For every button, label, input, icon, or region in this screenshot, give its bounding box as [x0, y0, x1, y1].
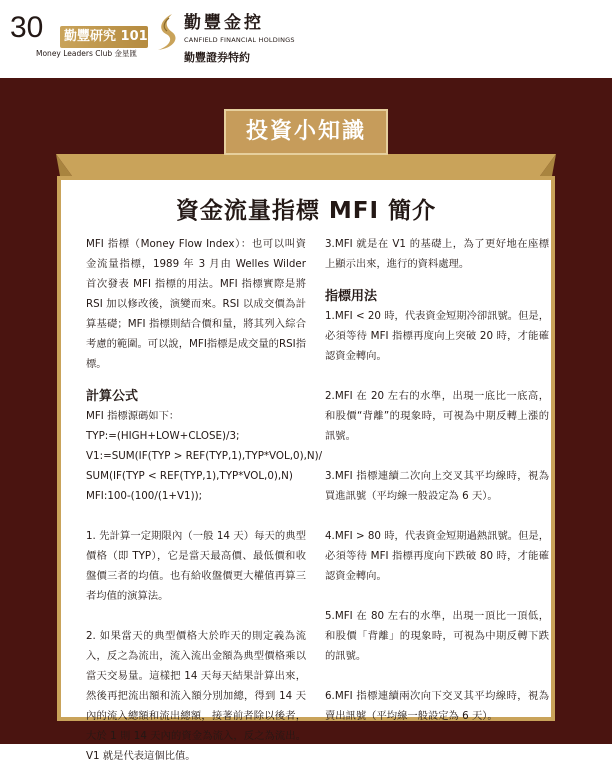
formula-line: TYP:=(HIGH+LOW+CLOSE)/3; — [86, 430, 240, 442]
gold-ribbon — [0, 0, 612, 190]
right-column — [325, 234, 549, 726]
sponsor-label: 勤豐證券特約 — [184, 51, 250, 64]
left-column — [86, 234, 323, 766]
intro-paragraph: MFI 指標（Money Flow Index）：也可以叫資金流量指標，1989 年 3 月由 Welles Wilder 首次發表 MFI 指標的用法。MFI 指標實際是將 RSI 加以修改後，演變而來。RSI 以成交價為計算基礎；MFI 指標則結合價和量，將其列入綜合考慮的範圍。可以說，MFI指標是成交量的RSI指標。 — [86, 238, 306, 370]
section-banner — [224, 109, 388, 155]
banner-title: 投資小知識 — [245, 119, 366, 144]
series-subtitle: Money Leaders Club 金星匯 — [36, 49, 137, 58]
formula-heading: 計算公式 — [86, 389, 139, 404]
page-number: 30 — [10, 11, 44, 44]
step-paragraph: 3.MFI 就是在 V1 的基礎上，為了更好地在座標上顯示出來，進行的資料處理。 — [325, 238, 549, 270]
step-paragraph: 1. 先計算一定期限內（一般 14 天）每天的典型價格（即 TYP），它是當天最高價、最低價和收盤價三者的均值。也有給收盤價更大權值再算三者均值的演算法。 — [86, 530, 306, 602]
formula-line: MFI:100-(100/(1+V1)); — [86, 490, 203, 502]
step-paragraph: 2. 如果當天的典型價格大於昨天的則定義為流入，反之為流出，流入流出金額為典型價格乘以當天交易量。這樣把 14 天每天結果計算出來，然後再把流出額和流入額分別加總，得到 14 天內的流入總額和流出總額，接著前者除以後者，大於 1 則 14 天內的資金為流入，反之為流出。V1 就是代表這個比值。 — [86, 630, 306, 762]
formula-line: SUM(IF(TYP < REF(TYP,1),TYP*VOL,0),N) — [86, 470, 293, 482]
logo-text: 勤豐金控 — [184, 13, 264, 33]
usage-item: 5.MFI 在 80 左右的水準，出現一頂比一頂低，和股價「背離」的現象時，可視為中期反轉下跌的訊號。 — [325, 610, 549, 662]
usage-item: 4.MFI > 80 時，代表資金短期過熱訊號。但是，必須等待 MFI 指標再度向下跌破 80 時，才能確認資金轉向。 — [325, 530, 549, 582]
usage-item: 3.MFI 指標連續二次向上交叉其平均線時，視為買進訊號（平均線一般設定為 6 天）。 — [325, 470, 549, 502]
usage-heading: 指標用法 — [325, 289, 378, 304]
usage-item: 2.MFI 在 20 左右的水準，出現一底比一底高，和股價“背離”的現象時，可視為中期反轉上漲的訊號。 — [325, 390, 549, 442]
usage-item: 6.MFI 指標連續兩次向下交叉其平均線時，視為賣出訊號（平均線一般設定為 6 天）。 — [325, 690, 549, 722]
usage-item: 1.MFI < 20 時，代表資金短期冷卻訊號。但是，必須等待 MFI 指標再度向上突破 20 時，才能確認資金轉向。 — [325, 310, 549, 362]
series-title: 勤豐研究 101 — [64, 29, 148, 44]
article-title: 資金流量指標 MFI 簡介 — [175, 198, 437, 224]
formula-line: V1:=SUM(IF(TYP > REF(TYP,1),TYP*VOL,0),N)/ — [86, 450, 323, 462]
formula-intro: MFI 指標源碼如下： — [86, 410, 180, 422]
logo-english: CANFIELD FINANCIAL HOLDINGS — [184, 36, 295, 44]
